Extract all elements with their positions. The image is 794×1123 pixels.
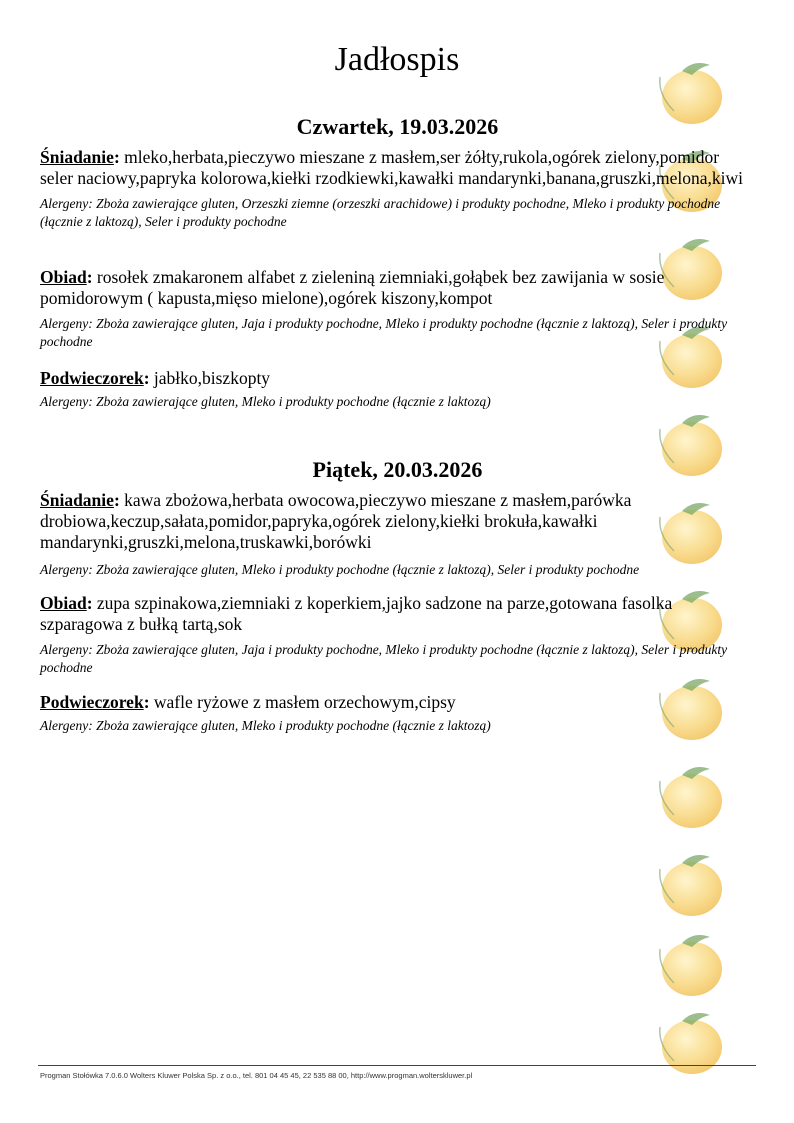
orange-fruit-icon: [652, 927, 732, 997]
meal-name: Podwieczorek: [40, 368, 144, 388]
meal-name: Śniadanie: [40, 147, 114, 167]
allergens-text: Alergeny: Zboża zawierające gluten, Mleko i produkty pochodne (łącznie z laktozą): [40, 718, 491, 733]
meal-snack-thursday: [40, 368, 755, 411]
allergens-text: Alergeny: Zboża zawierające gluten, Mleko i produkty pochodne (łącznie z laktozą), Seler i produkty pochodne: [40, 562, 640, 577]
meal-text: Obiad: rosołek zmakaronem alfabet z zieleniną ziemniaki,gołąbek bez zawijania w sosie pomidorowym ( kapusta,mięso mielone),ogórek kiszony,kompot: [40, 267, 665, 308]
allergens-text: Alergeny: Zboża zawierające gluten, Mleko i produkty pochodne (łącznie z laktozą): [40, 394, 491, 409]
allergens-text: Alergeny: Zboża zawierające gluten, Jaja i produkty pochodne, Mleko i produkty pochodne (łącznie z laktozą), Seler i produkty pochodne: [40, 316, 728, 349]
meal-menu: kawa zbożowa,herbata owocowa,pieczywo mieszane z masłem,parówka drobiowa,keczup,sałata,pomidor,papryka,ogórek zielony,kiełki brokuła,kawałki mandarynki,gruszki,melona,truskawki,borówki: [40, 490, 632, 552]
meal-lunch-friday: [40, 593, 755, 677]
meal-menu: jabłko,biszkopty: [153, 368, 271, 388]
meal-name: Obiad: [40, 593, 87, 613]
day-header-thursday: Czwartek, 19.03.2026: [296, 114, 499, 139]
meal-menu: mleko,herbata,pieczywo mieszane z masłem,ser żółty,rukola,ogórek zielony,pomidor seler naciowy,papryka kolorowa,kiełki rzodkiewki,kawałki mandarynki,banana,gruszki,melona,kiwi: [40, 147, 744, 188]
meal-breakfast-friday: [40, 490, 755, 579]
meal-text: Obiad: zupa szpinakowa,ziemniaki z koperkiem,jajko sadzone na parze,gotowana fasolka szparagowa z bułką tartą,sok: [40, 593, 673, 634]
meal-menu: rosołek zmakaronem alfabet z zieleniną ziemniaki,gołąbek bez zawijania w sosie pomidorowym ( kapusta,mięso mielone),ogórek kiszony,kompot: [40, 267, 665, 308]
meal-name: Obiad: [40, 267, 87, 287]
meal-name: Podwieczorek: [40, 692, 144, 712]
meal-text: Podwieczorek: jabłko,biszkopty: [40, 368, 271, 388]
allergens-text: Alergeny: Zboża zawierające gluten, Jaja i produkty pochodne, Mleko i produkty pochodne (łącznie z laktozą), Seler i produkty pochodne: [40, 642, 728, 675]
meal-text: Śniadanie: mleko,herbata,pieczywo mieszane z masłem,ser żółty,rukola,ogórek zielony,pomidor seler naciowy,papryka kolorowa,kiełki rzodkiewki,kawałki mandarynki,banana,gruszki,melona,kiwi: [40, 147, 744, 188]
meal-breakfast-thursday: [40, 147, 755, 231]
orange-fruit-icon: [652, 847, 732, 917]
page-title: Jadłospis: [334, 41, 460, 78]
meal-snack-friday: [40, 692, 755, 735]
meal-menu: zupa szpinakowa,ziemniaki z koperkiem,jajko sadzone na parze,gotowana fasolka szparagowa z bułką tartą,sok: [40, 593, 673, 634]
orange-fruit-icon: [652, 759, 732, 829]
meal-text: Podwieczorek: wafle ryżowe z masłem orzechowym,cipsy: [40, 692, 456, 712]
allergens-text: Alergeny: Zboża zawierające gluten, Orzeszki ziemne (orzeszki arachidowe) i produkty pochodne, Mleko i produkty pochodne (łącznie z laktozą), Seler i produkty pochodne: [40, 196, 721, 229]
day-header-friday: Piątek, 20.03.2026: [312, 457, 483, 482]
meal-menu: wafle ryżowe z masłem orzechowym,cipsy: [153, 692, 456, 712]
footer-divider: [38, 1065, 756, 1066]
footer-text: Progman Stołówka 7.0.6.0 Wolters Kluwer Polska Sp. z o.o., tel. 801 04 45 45, 22 535 88 00, http://www.progman.wolterskluwer.pl: [40, 1071, 473, 1080]
meal-text: Śniadanie: kawa zbożowa,herbata owocowa,pieczywo mieszane z masłem,parówka drobiowa,keczup,sałata,pomidor,papryka,ogórek zielony,kiełki brokuła,kawałki mandarynki,gruszki,melona,truskawki,borówki: [40, 490, 632, 552]
meal-lunch-thursday: [40, 267, 755, 351]
meal-name: Śniadanie: [40, 490, 114, 510]
